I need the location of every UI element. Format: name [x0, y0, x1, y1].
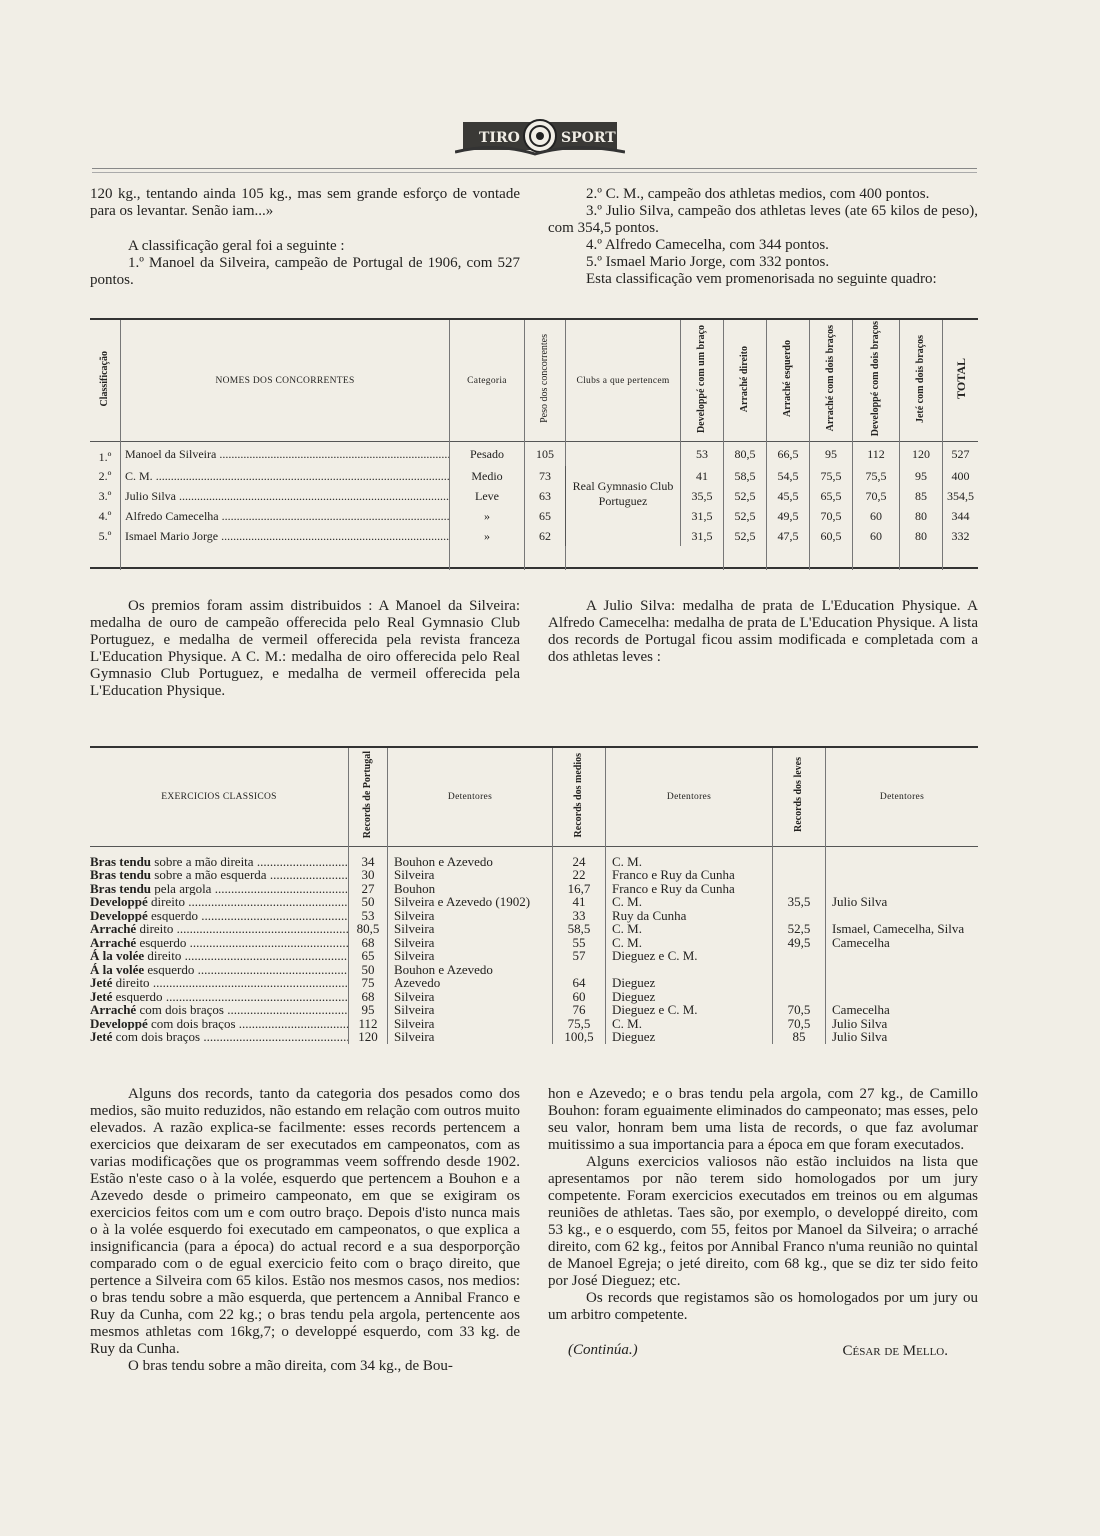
cell-d2: Dieguez: [606, 990, 773, 1004]
cell-d1: Silveira: [388, 1030, 553, 1044]
exercise-variant: direito .....: [116, 976, 349, 990]
cell-l: 49,5: [773, 936, 826, 950]
cell-p: 30: [349, 868, 388, 882]
record-row: [90, 1003, 978, 1017]
top-right-column: [548, 186, 978, 288]
cell-total: 332: [951, 528, 970, 543]
cell-pos: 3.º: [90, 486, 121, 506]
cell-total: 527: [951, 446, 970, 461]
club-cell: Real Gymnasio Club Portuguez: [566, 442, 681, 547]
cell-d2: C. M.: [606, 936, 773, 950]
cell-v5: 60: [853, 506, 900, 526]
logo-lettering: TIRO: [479, 130, 520, 146]
cell-m: 64: [553, 976, 606, 990]
commentary-text: Alguns dos records, tanto da categoria dos pesados como dos medios, são muito reduzidos, não estando em relação com outros muito elevados. A razão explica-se facilmente: esses records pertencem a exercicios que deixaram de ser executados em campeonatos, com as varias modificações que os programmas veem soffrendo desde 1902. Estão n'este caso o à la volée, esquerdo que pertencem a Bouhon e a Azevedo desde o primeiro campeonato, em que se exigiram os exercicios feitos com um e com outro braço. Depois d'isto nunca mais o à la volée esquerdo foi executado em campeonatos, o que explica a insignificancia (para a época) do actual record e a sua desporporção comparado com o de egual exercicio feito com o braço direito, que pertence a Silveira com 65 kilos. Estão nos mesmos casos, nos medios: o bras tendu sobre a mão esquerda, que pertencem a Annibal Franco e Ruy da Cunha, com 22 kg.; o bras tendu pela argola, pertencente aos mesmos athletas com 16kg,7; o developpé esquerdo, com 33 kg. de Ruy da Cunha.: [90, 1086, 520, 1357]
header-developpe-dois-bracos: Developpé com dois braços: [870, 321, 881, 437]
paragraph: 2.º C. M., campeão dos athletas medios, com 400 pontos.: [586, 186, 930, 202]
cell-m: 33: [553, 909, 606, 923]
exercise-name: Developpé: [90, 1016, 148, 1030]
mid-right-column: [548, 598, 978, 666]
cell-d2: Ruy da Cunha: [606, 909, 773, 923]
cell-d3: Julio Silva: [832, 1015, 888, 1031]
classification-row: [90, 466, 978, 486]
cell-p: 27: [349, 882, 388, 896]
exercise-name: Á la volée: [90, 962, 145, 976]
cell-cat: Pesado: [450, 442, 525, 467]
cell-d3: [826, 846, 979, 868]
cell-v6: 95: [900, 466, 943, 486]
exercise-name: Arraché: [90, 922, 137, 936]
header-jete-dois-bracos: Jeté com dois braços: [915, 334, 926, 423]
cell-m: 58,5: [553, 922, 606, 936]
cell-d1: Silveira e Azevedo (1902): [388, 895, 553, 909]
header-records-medios: Records dos medios: [573, 752, 584, 837]
cell-d1: Silveira: [388, 949, 553, 963]
paragraph: 3.º Julio Silva, campeão dos athletas leves (ate 65 kilos de peso), com 354,5 pontos.: [548, 203, 978, 236]
cell-d2: C. M.: [606, 922, 773, 936]
cell-v4: 75,5: [810, 466, 853, 486]
exercise-variant: sobre a mão esquerda .....: [154, 868, 348, 882]
record-row: [90, 909, 978, 923]
cell-d3: Camecelha: [832, 1002, 890, 1017]
exercise-variant: esquerdo .....: [147, 963, 348, 977]
cell-v4: 95: [810, 442, 853, 467]
record-row: [90, 846, 978, 868]
exercise-variant: esquerdo .....: [116, 990, 349, 1004]
cell-v3: 47,5: [767, 526, 810, 546]
record-row: [90, 990, 978, 1004]
cell-d3: [826, 909, 979, 923]
cell-v6: 85: [900, 486, 943, 506]
header-records-leves: Records dos leves: [793, 757, 804, 833]
cell-m: 75,5: [553, 1017, 606, 1031]
cell-m: 60: [553, 990, 606, 1004]
cell-d3: [826, 963, 979, 977]
cell-m: 41: [553, 895, 606, 909]
tiro-sport-logo: [455, 112, 625, 162]
commentary-text: hon e Azevedo; e o bras tendu pela argola, com 27 kg., de Camillo Bouhon: foram eguaimente eliminados do campeonato; mas esses, pelo seu valor, honram bem uma lista de records, o que faz avolumar muitissimo a sua importancia para a época em que foram executados.: [548, 1086, 978, 1153]
exercise-variant: com dois braços .....: [116, 1030, 349, 1044]
exercise-name: Jeté: [90, 989, 113, 1003]
cell-m: 76: [553, 1003, 606, 1017]
commentary-text: O bras tendu sobre a mão direita, com 34 kg., de Bou-: [128, 1358, 453, 1374]
cell-total: 344: [951, 508, 970, 523]
commentary-text: Alguns exercicios valiosos não estão incluidos na lista que apresentamos por não terem sido homologados por um jury competente. Foram exercicios executados em treinos ou em algumas reuniões de athletas. Taes são, por exemplo, o developpé direito, com 53 kg., e o esquerdo, com 55, feitos por Manoel da Silveira; o arraché direito, com 62 kg., feitos por Annibal Franco n'uma reunião no quintal de Manoel Egreja; o jeté direito, com 68 kg., que se diz ter sido feito por José Dieguez; etc.: [548, 1154, 978, 1289]
header-classificacao: Classificação: [99, 350, 110, 407]
classification-table: [90, 320, 978, 570]
cell-cat: Leve: [450, 486, 525, 506]
records-table: [90, 748, 978, 1044]
header-total: TOTAL: [953, 358, 968, 400]
paragraph: 1.º Manoel da Silveira, campeão de Portugal de 1906, com 527 pontos.: [90, 255, 520, 288]
cell-cat: »: [450, 506, 525, 526]
cell-d2: Franco e Ruy da Cunha: [606, 882, 773, 896]
cell-m: [553, 963, 606, 977]
cell-m: 24: [553, 846, 606, 868]
paragraph: A classificação geral foi a seguinte :: [128, 238, 345, 254]
record-row: [90, 949, 978, 963]
cell-d2: C. M.: [606, 846, 773, 868]
cell-pos: 1.º: [90, 442, 121, 467]
cell-d2: Dieguez e C. M.: [606, 1003, 773, 1017]
header-exercicios: EXERCICIOS CLASSICOS: [90, 748, 349, 846]
paragraph: 4.º Alfredo Camecelha, com 344 pontos.: [586, 237, 829, 253]
cell-l: 70,5: [773, 1017, 826, 1031]
exercise-name: Á la volée: [90, 949, 145, 963]
exercise-name: Bras tendu: [90, 853, 152, 868]
cell-p: 68: [349, 936, 388, 950]
cell-total: 400: [951, 468, 970, 483]
mid-left-column: [90, 598, 520, 700]
cell-d2: C. M.: [606, 1017, 773, 1031]
cell-d3: [826, 990, 979, 1004]
cell-l: [773, 868, 826, 882]
cell-v1: 31,5: [681, 526, 724, 546]
cell-p: 80,5: [349, 922, 388, 936]
cell-d1: Silveira: [388, 990, 553, 1004]
cell-v2: 58,5: [724, 466, 767, 486]
exercise-name: Arraché: [90, 1003, 137, 1017]
cell-v6: 80: [900, 506, 943, 526]
exercise-name: Jeté: [90, 1030, 113, 1044]
cell-p: 50: [349, 963, 388, 977]
cell-d3: [826, 949, 979, 963]
cell-peso: 73: [525, 466, 566, 486]
cell-m: 16,7: [553, 882, 606, 896]
bottom-left-column: [90, 1086, 520, 1375]
cell-v5: 60: [853, 526, 900, 546]
cell-v2: 52,5: [724, 506, 767, 526]
cell-v6: 120: [900, 442, 943, 467]
cell-d3: Ismael, Camecelha, Silva: [832, 921, 965, 936]
cell-d1: Bouhon e Azevedo: [388, 846, 553, 868]
prizes-text-continued: A Julio Silva: medalha de prata de L'Education Physique. A Alfredo Camecelha: medalha de prata de L'Education Physique. A lista dos records de Portugal ficou assim modificada e completada com a dos athletas leves :: [548, 598, 978, 665]
cell-name: Alfredo Camecelha .....: [121, 506, 450, 526]
cell-p: 65: [349, 949, 388, 963]
header-detentores-2: Detentores: [606, 748, 773, 846]
bottom-right-column: [548, 1086, 978, 1360]
header-rule-2: [92, 172, 977, 173]
cell-d3: Julio Silva: [832, 894, 888, 909]
cell-v5: 75,5: [853, 466, 900, 486]
top-left-column: [90, 186, 520, 289]
cell-d1: Silveira: [388, 936, 553, 950]
paragraph: 5.º Ismael Mario Jorge, com 332 pontos.: [586, 254, 830, 270]
exercise-variant: com dois braços .....: [139, 1003, 348, 1017]
exercise-variant: direito .....: [147, 949, 348, 963]
exercise-variant: direito .....: [139, 922, 348, 936]
cell-m: 100,5: [553, 1030, 606, 1044]
cell-peso: 63: [525, 486, 566, 506]
cell-l: [773, 909, 826, 923]
exercise-variant: esquerdo .....: [139, 936, 348, 950]
classification-row: [90, 486, 978, 506]
cell-d3: [826, 868, 979, 882]
header-categoria: Categoria: [450, 320, 525, 442]
cell-v3: 49,5: [767, 506, 810, 526]
cell-d2: [606, 963, 773, 977]
cell-d1: Azevedo: [388, 976, 553, 990]
record-row: [90, 1030, 978, 1044]
record-row: [90, 868, 978, 882]
exercise-name: Arraché: [90, 935, 137, 949]
cell-peso: 65: [525, 506, 566, 526]
cell-v5: 70,5: [853, 486, 900, 506]
table-spacer-row: [90, 546, 978, 570]
exercise-name: Jeté: [90, 976, 113, 990]
cell-l: [773, 990, 826, 1004]
cell-v3: 66,5: [767, 442, 810, 467]
cell-d3: Camecelha: [832, 934, 890, 950]
cell-name: Julio Silva .....: [121, 486, 450, 506]
record-row: [90, 895, 978, 909]
cell-v1: 35,5: [681, 486, 724, 506]
cell-cat: Medio: [450, 466, 525, 486]
cell-pos: 4.º: [90, 506, 121, 526]
cell-p: 53: [349, 909, 388, 923]
cell-l: 52,5: [773, 922, 826, 936]
exercise-name: Developpé: [90, 895, 148, 909]
cell-v1: 41: [681, 466, 724, 486]
cell-v5: 112: [853, 442, 900, 467]
svg-text:SPORT: SPORT: [561, 130, 616, 146]
header-peso: Peso dos concorrentes: [539, 334, 550, 424]
cell-pos: 2.º: [90, 466, 121, 486]
cell-d2: Dieguez e C. M.: [606, 949, 773, 963]
header-nomes: NOMES DOS CONCORRENTES: [121, 320, 450, 442]
header-rule: [92, 168, 977, 169]
cell-l: [773, 882, 826, 896]
cell-l: [773, 976, 826, 990]
cell-v4: 60,5: [810, 526, 853, 546]
cell-l: 70,5: [773, 1003, 826, 1017]
header-clubs: Clubs a que pertencem: [566, 320, 681, 442]
classification-row: [90, 506, 978, 526]
header-detentores-3: Detentores: [879, 791, 925, 802]
cell-d1: Bouhon: [388, 882, 553, 896]
author-signature: César de Mello.: [842, 1343, 948, 1359]
cell-l: 35,5: [773, 895, 826, 909]
cell-d3: [826, 882, 979, 896]
commentary-text: Os records que registamos são os homologados por um jury ou um arbitro competente.: [548, 1290, 978, 1323]
cell-p: 50: [349, 895, 388, 909]
cell-d1: Silveira: [388, 909, 553, 923]
prizes-text: Os premios foram assim distribuidos : A Manoel da Silveira: medalha de ouro de campeão offerecida pelo Real Gymnasio Club Portuguez, e medalha de vermeil offerecida pela revista franceza L'Education Physique. A C. M.: medalha de oiro offerecida pelo Real Gymnasio Club Portuguez, e medalha de vermeil offerecida pela L'Education Physique.: [90, 598, 520, 699]
record-row: [90, 922, 978, 936]
cell-l: [773, 949, 826, 963]
paragraph: Esta classificação vem promenorisada no seguinte quadro:: [586, 271, 937, 287]
cell-v6: 80: [900, 526, 943, 546]
cell-d1: Silveira: [388, 1017, 553, 1031]
cell-p: 112: [349, 1017, 388, 1031]
cell-m: 57: [553, 949, 606, 963]
cell-l: [773, 963, 826, 977]
cell-l: [773, 846, 826, 868]
cell-v2: 52,5: [724, 526, 767, 546]
cell-p: 75: [349, 976, 388, 990]
cell-name: Ismael Mario Jorge .....: [121, 526, 450, 546]
cell-m: 22: [553, 868, 606, 882]
cell-v3: 54,5: [767, 466, 810, 486]
cell-p: 120: [349, 1030, 388, 1044]
cell-m: 55: [553, 936, 606, 950]
cell-d3: Julio Silva: [832, 1029, 888, 1044]
cell-total: 354,5: [947, 488, 974, 503]
exercise-name: Developpé: [90, 908, 148, 922]
cell-p: 68: [349, 990, 388, 1004]
cell-peso: 62: [525, 526, 566, 546]
cell-p: 95: [349, 1003, 388, 1017]
cell-d1: Silveira: [388, 868, 553, 882]
record-row: [90, 1017, 978, 1031]
cell-d2: Franco e Ruy da Cunha: [606, 868, 773, 882]
cell-cat: »: [450, 526, 525, 546]
cell-d1: Bouhon e Azevedo: [388, 963, 553, 977]
cell-pos: 5.º: [90, 526, 121, 546]
record-row: [90, 936, 978, 950]
cell-d3: [826, 976, 979, 990]
exercise-name: Bras tendu: [90, 881, 152, 895]
exercise-variant: com dois braços .....: [151, 1017, 348, 1031]
record-row: [90, 976, 978, 990]
cell-v4: 70,5: [810, 506, 853, 526]
record-row: [90, 882, 978, 896]
header-arrache-dois-bracos: Arraché com dois braços: [825, 325, 836, 432]
cell-p: 34: [349, 846, 388, 868]
cell-v4: 65,5: [810, 486, 853, 506]
cell-d2: Dieguez: [606, 1030, 773, 1044]
header-arrache-esquerdo: Arraché esquerdo: [782, 340, 793, 418]
header-arrache-direito: Arraché direito: [739, 345, 750, 412]
cell-v2: 80,5: [724, 442, 767, 467]
exercise-variant: esquerdo .....: [151, 909, 348, 923]
exercise-name: Bras tendu: [90, 868, 152, 882]
header-developpe-um-braco: Developpé com um braço: [696, 324, 707, 433]
cell-d1: Silveira: [388, 1003, 553, 1017]
exercise-variant: sobre a mão direita .....: [154, 854, 348, 869]
cell-name: Manoel da Silveira .....: [121, 442, 450, 467]
exercise-variant: pela argola .....: [154, 882, 348, 896]
paragraph: 120 kg., tentando ainda 105 kg., mas sem grande esforço de vontade para os levantar. Senão iam...»: [90, 186, 520, 219]
cell-v2: 52,5: [724, 486, 767, 506]
header-detentores-1: Detentores: [388, 748, 553, 846]
header-records-portugal: Records de Portugal: [362, 751, 373, 839]
cell-d1: Silveira: [388, 922, 553, 936]
cell-d2: C. M.: [606, 895, 773, 909]
cell-v1: 31,5: [681, 506, 724, 526]
continua-note: (Continúa.): [568, 1342, 638, 1358]
classification-row: [90, 526, 978, 546]
record-row: [90, 963, 978, 977]
cell-v3: 45,5: [767, 486, 810, 506]
cell-peso: 105: [525, 442, 566, 467]
classification-row: [90, 442, 978, 467]
exercise-variant: direito .....: [151, 895, 348, 909]
cell-d2: Dieguez: [606, 976, 773, 990]
cell-name: C. M. .....: [121, 466, 450, 486]
cell-v1: 53: [681, 442, 724, 467]
cell-l: 85: [773, 1030, 826, 1044]
